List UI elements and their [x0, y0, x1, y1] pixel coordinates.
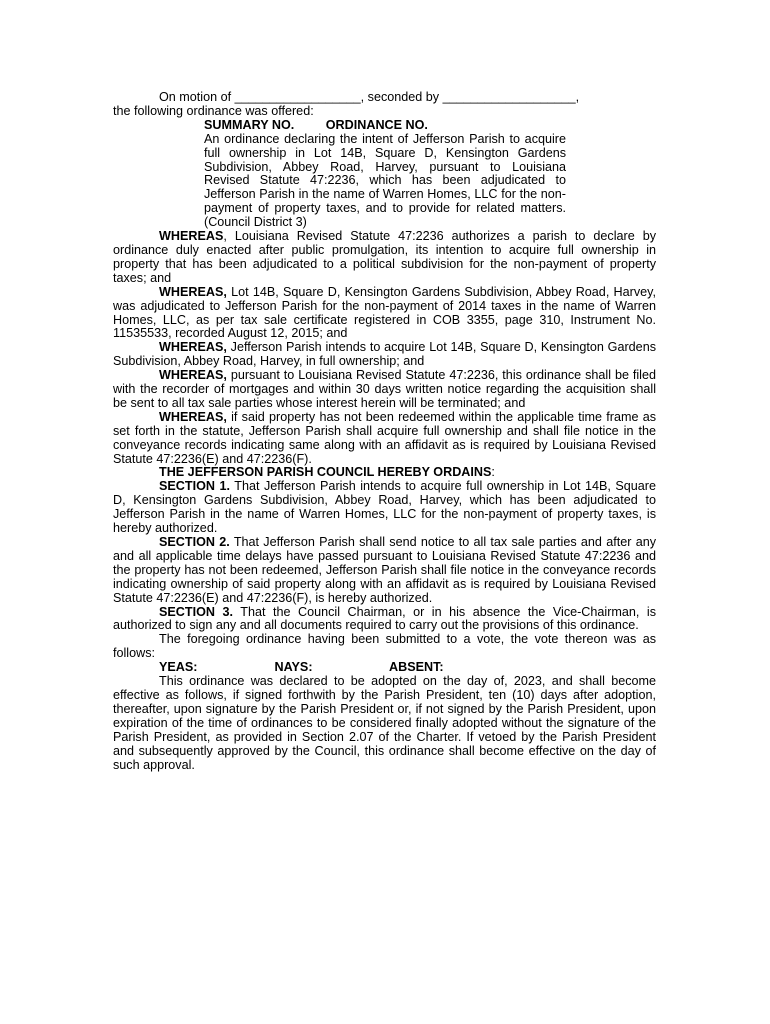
ordinance-body: [113, 91, 656, 772]
ordinance-title: An ordinance declaring the intent of Jefferson Parish to acquire full ownership in Lot 14B, Square D, Kensington Gardens Subdivision, Abbey Road, Harvey, pursuant to Louisiana Revised Statute 47:2236, which has been adjudicated to Jefferson Parish in the name of Warren Homes, LLC for the non-payment of property taxes, and to provide for related matters. (Council District 3): [204, 131, 566, 230]
summary-number-label: SUMMARY NO.: [204, 117, 295, 132]
motion-line-2: the following ordinance was offered:: [113, 103, 314, 118]
closing-paragraph: This ordinance was declared to be adopted on the day of, 2023, and shall become effective as follows, if signed forthwith by the Parish President, ten (10) days after adoption, thereafter, upon signature by the Parish President or, if not signed by the Parish President, upon expiration of the time of ordinances to be considered finally adopted without the signature of the Parish President, as provided in Section 2.07 of the Charter. If vetoed by the Parish President and subsequently approved by the Council, this ordinance shall become effective on the day of such approval.: [113, 674, 656, 772]
section-paragraph: SECTION 2. That Jefferson Parish shall send notice to all tax sale parties and after any and all applicable time delays have passed pursuant to Louisiana Revised Statute 47:2236 and the property has not been redeemed, Jefferson Parish shall file notice in the conveyance records indicating ownership of said property along with an affidavit as is required by Louisiana Revised Statute 47:2236(E) and 47:2236(F), is hereby authorized.: [113, 535, 656, 605]
whereas-clause: WHEREAS, Louisiana Revised Statute 47:2236 authorizes a parish to declare by ordinance duly enacted after public promulgation, its intention to acquire full ownership in property that has been adjudicated to a political subdivision for the non-payment of property taxes; and: [113, 229, 656, 285]
whereas-label: WHEREAS,: [159, 368, 227, 383]
whereas-label: WHEREAS,: [159, 284, 227, 299]
vote-tally: [159, 661, 656, 675]
ordinance-number-label: ORDINANCE NO.: [325, 117, 428, 132]
section-label: SECTION 1.: [159, 479, 230, 494]
section-paragraph: SECTION 1. That Jefferson Parish intends to acquire full ownership in Lot 14B, Square D, Kensington Gardens Subdivision, Abbey Road, Harvey, which has been adjudicated to Jefferson Parish in the name of Warren Homes, LLC for the non-payment of property taxes, is hereby authorized.: [113, 479, 656, 536]
whereas-label: WHEREAS: [159, 229, 224, 244]
vote-intro: The foregoing ordinance having been submitted to a vote, the vote thereon was as follows:: [113, 632, 656, 661]
whereas-clause: WHEREAS, Lot 14B, Square D, Kensington Gardens Subdivision, Abbey Road, Harvey, was adjudicated to Jefferson Parish for the non-payment of 2014 taxes in the name of Warren Homes, LLC, as per tax sale certificate registered in COB 3355, page 310, Instrument No. 11535533, recorded August 12, 2015; and: [113, 284, 656, 341]
caption-headings: [204, 119, 566, 133]
nays-label: NAYS:: [274, 660, 313, 675]
ordinance-caption: [204, 119, 566, 230]
yeas-label: YEAS:: [159, 660, 198, 675]
absent-label: ABSENT:: [389, 660, 444, 675]
whereas-clause: WHEREAS, pursuant to Louisiana Revised Statute 47:2236, this ordinance shall be filed with the recorder of mortgages and within 30 days written notice regarding the acquisition shall be sent to all tax sale parties whose interest herein will be terminated; and: [113, 368, 656, 410]
whereas-clause: WHEREAS, Jefferson Parish intends to acquire Lot 14B, Square D, Kensington Gardens Subdivision, Abbey Road, Harvey, in full ownership; and: [113, 340, 656, 369]
ordains-heading: THE JEFFERSON PARISH COUNCIL HEREBY ORDAINS:: [159, 465, 495, 480]
section-label: SECTION 2.: [159, 535, 230, 549]
section-label: SECTION 3.: [159, 604, 233, 619]
whereas-clause: WHEREAS, if said property has not been redeemed within the applicable time frame as set forth in the statute, Jefferson Parish shall acquire full ownership and shall file notice in the conveyance records indicating same along with an affidavit as is required by Louisiana Revised Statute 47:2236(E) and 47:2236(F).: [113, 409, 656, 466]
whereas-label: WHEREAS,: [159, 409, 227, 424]
section-paragraph: SECTION 3. That the Council Chairman, or in his absence the Vice-Chairman, is authorized to sign any and all documents required to carry out the provisions of this ordinance.: [113, 604, 657, 633]
whereas-label: WHEREAS,: [159, 340, 227, 355]
motion-line: On motion of __________________, seconded by ___________________,: [159, 90, 580, 104]
